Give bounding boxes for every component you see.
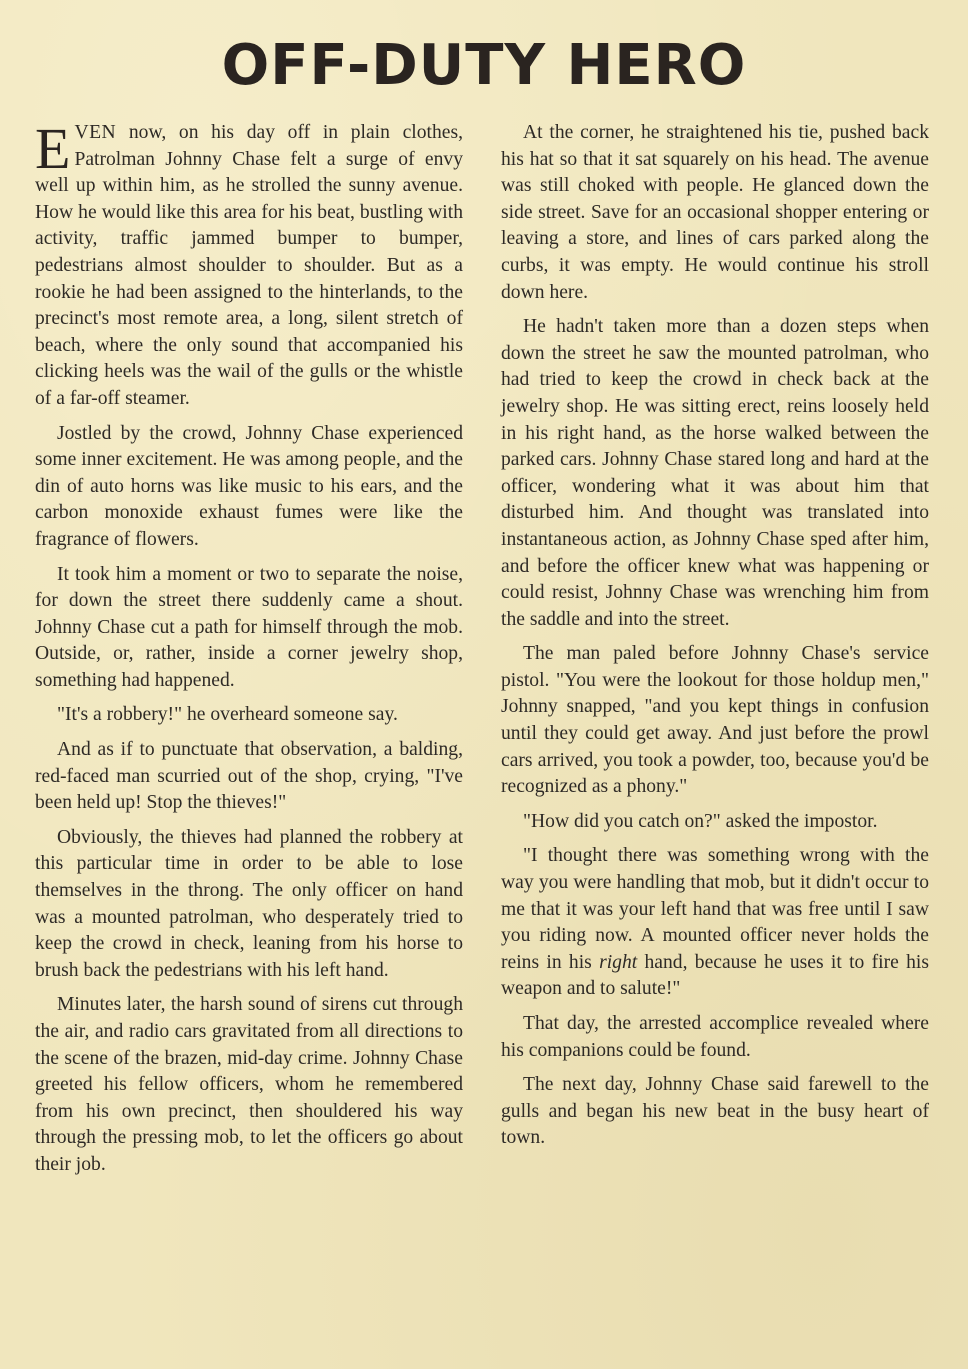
paragraph-14: The next day, Johnny Chase said farewell to the gulls and began his new beat in the busy heart of town. [501, 1074, 929, 1149]
paragraph-7: Minutes later, the harsh sound of sirens cut through the air, and radio cars gravitated from all directions to the scene of the brazen, mid-day crime. Johnny Chase greeted his fellow officers, whom he remembered from his own precinct, then shouldered his way through the pressing mob, to let the officers go about their job. [35, 994, 463, 1175]
paragraph-4: "It's a robbery!" he overheard someone say. [57, 704, 398, 726]
paragraph-12-text-b: hand, because he uses it to fire his weapon and to salute!" [501, 951, 929, 1000]
paragraph-10: The man paled before Johnny Chase's service pistol. "You were the lookout for those holdup men," Johnny snapped, "and you kept things in confusion until they could get away. And just before the prowl cars arrived, you took a powder, too, because you'd be recognized as a phony." [501, 643, 929, 798]
paragraph-6: Obviously, the thieves had planned the robbery at this particular time in order to be able to lose themselves in the throng. The only officer on hand was a mounted patrolman, who desperately tried to keep the crowd in check, leaning from his horse to brush back the pedestrians with his left hand. [35, 826, 463, 981]
drop-cap: E [35, 116, 71, 181]
paragraph-13: That day, the arrested accomplice revealed where his companions could be found. [501, 1013, 929, 1061]
emphasis-right: right [599, 951, 638, 973]
paragraph-12 [501, 843, 929, 1003]
paragraph-5: And as if to punctuate that observation, a balding, red-faced man scurried out of the shop, crying, "I've been held up! Stop the thieves!" [35, 739, 463, 814]
paragraph-8: At the corner, he straightened his tie, pushed back his hat so that it sat squarely on his head. The avenue was still choked with people. He glanced down the side street. Save for an occasional shopper entering or leaving a store, and lines of cars parked along the curbs, it was empty. He would continue his stroll down here. [501, 122, 929, 303]
paragraph-3: It took him a moment or two to separate the noise, for down the street there suddenly came a shout. Johnny Chase cut a path for himself through the mob. Outside, or, rather, inside a corner jewelry shop, something had happened. [35, 563, 463, 691]
paragraph-12-text-a: "I thought there was something wrong with the way you were handling that mob, but it didn't occur to me that it was your left hand that was free until I saw you riding now. A mounted officer never holds the reins in his [501, 845, 929, 973]
paragraph-9: He hadn't taken more than a dozen steps when down the street he saw the mounted patrolman, who had tried to keep the crowd in check back at the jewelry shop. He was sitting erect, reins loosely held in his right hand, as the horse walked between the parked cars. Johnny Chase stared long and hard at the officer, wondering what it was about him that disturbed him. And thought was translated into instantaneous action, as Johnny Chase sped after him, and before the officer knew what was happening or could resist, Johnny Chase was wrenching him from the saddle and into the street. [501, 316, 929, 630]
paragraph-1-text: now, on his day off in plain clothes, Patrolman Johnny Chase felt a surge of envy well up within him, as he strolled the sunny avenue. How he would like this area for his beat, bustling with activity, traffic jammed bumper to bumper, pedestrians almost shoulder to shoulder. But as a rookie he had been assigned to the hinterlands, to the precinct's most remote area, a long, silent stretch of beach, where the only sound that accompanied his clicking heels was the wail of the gulls or the whistle of a far-off steamer. [35, 122, 463, 409]
lead-word: VEN [74, 122, 117, 143]
paragraph-1 [35, 116, 463, 413]
paragraph-2: Jostled by the crowd, Johnny Chase experienced some inner excitement. He was among people, and the din of auto horns was like music to his ears, and the carbon monoxide exhaust fumes were like the fragrance of flowers. [35, 422, 463, 550]
article-title: OFF-DUTY HERO [221, 33, 747, 98]
paragraph-11: "How did you catch on?" asked the impostor. [523, 810, 878, 832]
left-column [35, 116, 463, 1187]
right-column [501, 120, 929, 1160]
